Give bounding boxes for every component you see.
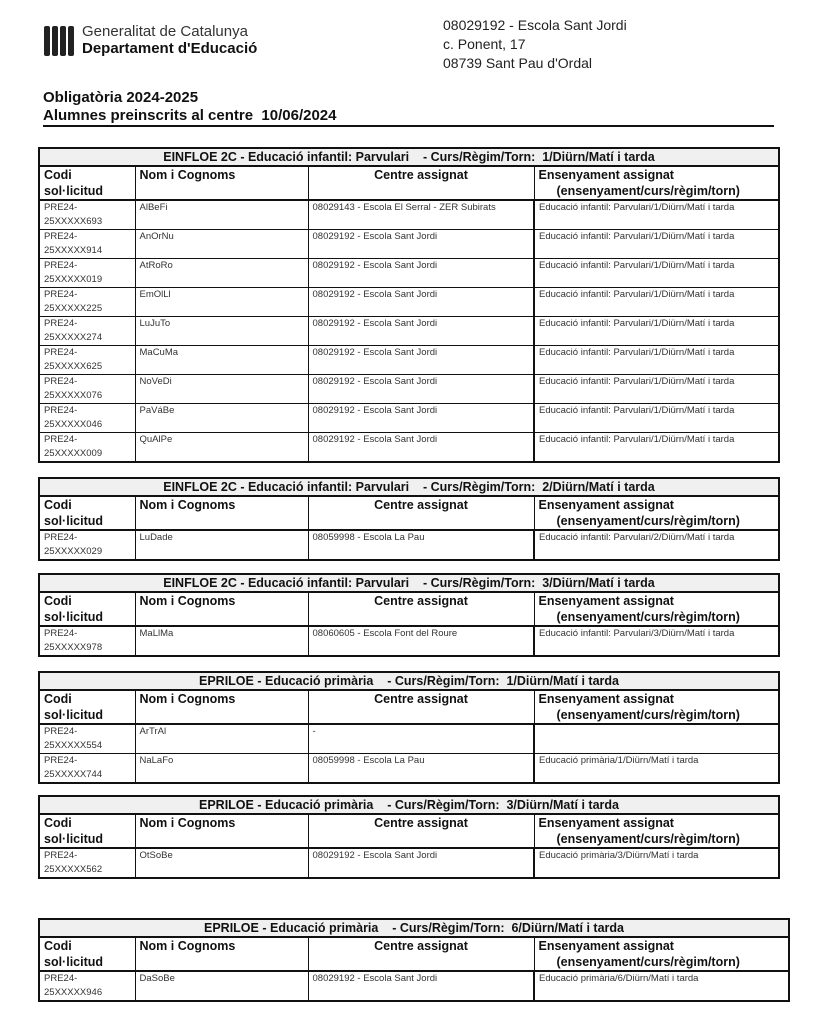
header-text: sol·licitud — [44, 610, 104, 624]
codi-cell — [39, 724, 135, 754]
nom-cell: EmOlLl — [135, 288, 308, 317]
header-text: sol·licitud — [44, 514, 104, 528]
codi-cell — [39, 317, 135, 346]
ensenyament-cell — [534, 724, 779, 754]
header-text: Codi — [44, 168, 72, 182]
header-text: Ensenyament assignat — [538, 692, 674, 706]
table-row — [39, 375, 779, 404]
column-header-centre — [308, 690, 534, 724]
title-year: Obligatòria 2024-2025 — [43, 89, 199, 106]
column-header-codi — [39, 496, 135, 530]
header-text: Centre assignat — [374, 498, 468, 512]
codi-text: 25XXXXX046 — [44, 419, 103, 430]
column-header-centre — [308, 592, 534, 626]
centre-cell: 08029192 - Escola Sant Jordi — [308, 375, 534, 404]
table-row — [39, 754, 779, 784]
header-text: (ensenyament/curs/règim/torn) — [556, 184, 740, 198]
header-text: Ensenyament assignat — [538, 816, 674, 830]
ensenyament-cell: Educació infantil: Parvulari/2/Diürn/Matí i tarda — [534, 530, 779, 560]
table-caption — [39, 478, 779, 496]
enrollment-table — [38, 573, 780, 657]
table-row — [39, 971, 789, 1001]
codi-cell — [39, 404, 135, 433]
header-text: sol·licitud — [44, 184, 104, 198]
nom-cell: MaLlMa — [135, 626, 308, 656]
codi-text: PRE24- — [44, 376, 78, 387]
codi-text: 25XXXXX009 — [44, 448, 103, 459]
codi-text: PRE24- — [44, 318, 78, 329]
column-header-centre — [308, 937, 534, 971]
centre-cell: 08029143 - Escola El Serral - ZER Subirats — [308, 200, 534, 230]
table-row — [39, 200, 779, 230]
enrollment-table — [38, 795, 780, 879]
department-name: Departament d'Educació — [82, 40, 258, 57]
codi-cell — [39, 200, 135, 230]
header-text: Nom i Cognoms — [139, 692, 236, 706]
header-text: Codi — [44, 939, 72, 953]
column-header-centre — [308, 814, 534, 848]
header-text: Centre assignat — [374, 816, 468, 830]
header-text: Centre assignat — [374, 168, 468, 182]
header-text: Centre assignat — [374, 692, 468, 706]
codi-cell — [39, 626, 135, 656]
header-text: Codi — [44, 692, 72, 706]
nom-cell: LuDade — [135, 530, 308, 560]
header-text: Codi — [44, 594, 72, 608]
table-header-row — [39, 814, 779, 848]
codi-text: 25XXXXX744 — [44, 769, 103, 780]
codi-cell — [39, 230, 135, 259]
table-row — [39, 724, 779, 754]
codi-text: 25XXXXX693 — [44, 216, 103, 227]
table-caption — [39, 796, 779, 814]
codi-text: 25XXXXX625 — [44, 361, 103, 372]
ensenyament-cell: Educació infantil: Parvulari/1/Diürn/Matí i tarda — [534, 200, 779, 230]
caption-text: EINFLOE 2C - Educació infantil: Parvulari - Curs/Règim/Torn: 2/Diürn/Matí i tarda — [163, 480, 655, 494]
codi-text: PRE24- — [44, 347, 78, 358]
codi-cell — [39, 259, 135, 288]
nom-cell: AlBeFi — [135, 200, 308, 230]
table-header-row — [39, 166, 779, 200]
centre-cell: 08029192 - Escola Sant Jordi — [308, 848, 534, 878]
header-text: Nom i Cognoms — [139, 816, 236, 830]
header-text: (ensenyament/curs/règim/torn) — [556, 708, 740, 722]
column-header-ensenyament — [534, 166, 779, 200]
header-text: Ensenyament assignat — [538, 168, 674, 182]
ensenyament-cell: Educació primària/6/Diürn/Matí i tarda — [534, 971, 789, 1001]
column-header-ensenyament — [534, 937, 789, 971]
ensenyament-cell: Educació infantil: Parvulari/1/Diürn/Matí i tarda — [534, 346, 779, 375]
header-text: Ensenyament assignat — [538, 498, 674, 512]
codi-cell — [39, 848, 135, 878]
column-header-nom — [135, 937, 308, 971]
codi-text: 25XXXXX562 — [44, 864, 103, 875]
table-row — [39, 433, 779, 463]
enrollment-table — [38, 671, 780, 784]
codi-text: 25XXXXX029 — [44, 546, 103, 557]
centre-cell: 08029192 - Escola Sant Jordi — [308, 230, 534, 259]
column-header-ensenyament — [534, 496, 779, 530]
table-header-row — [39, 496, 779, 530]
column-header-nom — [135, 496, 308, 530]
codi-cell — [39, 971, 135, 1001]
codi-text: PRE24- — [44, 973, 78, 984]
nom-cell: AtRoRo — [135, 259, 308, 288]
table-caption — [39, 148, 779, 166]
codi-text: PRE24- — [44, 532, 78, 543]
nom-cell: MaCuMa — [135, 346, 308, 375]
ensenyament-cell: Educació primària/3/Diürn/Matí i tarda — [534, 848, 779, 878]
centre-cell: 08059998 - Escola La Pau — [308, 754, 534, 784]
table-row — [39, 259, 779, 288]
nom-cell: ArTrAl — [135, 724, 308, 754]
codi-cell — [39, 375, 135, 404]
nom-cell: PaVáBe — [135, 404, 308, 433]
centre-cell: - — [308, 724, 534, 754]
nom-cell: DaSoBe — [135, 971, 308, 1001]
centre-cell: 08029192 - Escola Sant Jordi — [308, 259, 534, 288]
table-row — [39, 404, 779, 433]
codi-text: PRE24- — [44, 850, 78, 861]
enrollment-table — [38, 477, 780, 561]
department-logo — [44, 24, 257, 57]
column-header-nom — [135, 166, 308, 200]
table-caption — [39, 919, 789, 937]
header-text: Centre assignat — [374, 939, 468, 953]
column-header-centre — [308, 166, 534, 200]
header-text: Codi — [44, 816, 72, 830]
nom-cell: OtSoBe — [135, 848, 308, 878]
centre-cell: 08060605 - Escola Font del Roure — [308, 626, 534, 656]
column-header-nom — [135, 814, 308, 848]
table-row — [39, 848, 779, 878]
table-row — [39, 230, 779, 259]
codi-cell — [39, 754, 135, 784]
table-caption — [39, 574, 779, 592]
header-text: (ensenyament/curs/règim/torn) — [556, 955, 740, 969]
nom-cell: LuJuTo — [135, 317, 308, 346]
ensenyament-cell: Educació infantil: Parvulari/1/Diürn/Matí i tarda — [534, 288, 779, 317]
address-line: c. Ponent, 17 — [443, 36, 526, 52]
codi-text: PRE24- — [44, 289, 78, 300]
column-header-ensenyament — [534, 592, 779, 626]
ensenyament-cell: Educació infantil: Parvulari/1/Diürn/Matí i tarda — [534, 404, 779, 433]
header-text: Nom i Cognoms — [139, 168, 236, 182]
table-row — [39, 626, 779, 656]
caption-text: EINFLOE 2C - Educació infantil: Parvulari - Curs/Règim/Torn: 3/Diürn/Matí i tarda — [163, 576, 655, 590]
generalitat-emblem-icon — [44, 26, 74, 56]
header-text: Ensenyament assignat — [538, 594, 674, 608]
column-header-codi — [39, 166, 135, 200]
codi-text: PRE24- — [44, 434, 78, 445]
table-row — [39, 288, 779, 317]
codi-text: PRE24- — [44, 202, 78, 213]
header-text: sol·licitud — [44, 708, 104, 722]
header-text: Nom i Cognoms — [139, 594, 236, 608]
centre-cell: 08029192 - Escola Sant Jordi — [308, 971, 534, 1001]
codi-cell — [39, 346, 135, 375]
header-text: Nom i Cognoms — [139, 498, 236, 512]
ensenyament-cell: Educació infantil: Parvulari/1/Diürn/Matí i tarda — [534, 375, 779, 404]
column-header-centre — [308, 496, 534, 530]
header-text: (ensenyament/curs/règim/torn) — [556, 514, 740, 528]
codi-text: 25XXXXX978 — [44, 642, 103, 653]
codi-text: PRE24- — [44, 726, 78, 737]
header-text: Centre assignat — [374, 594, 468, 608]
centre-cell: 08029192 - Escola Sant Jordi — [308, 433, 534, 463]
table-header-row — [39, 937, 789, 971]
header-text: sol·licitud — [44, 832, 104, 846]
centre-cell: 08029192 - Escola Sant Jordi — [308, 288, 534, 317]
codi-cell — [39, 288, 135, 317]
column-header-codi — [39, 690, 135, 724]
document-title — [43, 89, 337, 125]
table-row — [39, 346, 779, 375]
column-header-codi — [39, 937, 135, 971]
codi-text: PRE24- — [44, 755, 78, 766]
ensenyament-cell: Educació primària/1/Diürn/Matí i tarda — [534, 754, 779, 784]
ensenyament-cell: Educació infantil: Parvulari/3/Diürn/Matí i tarda — [534, 626, 779, 656]
caption-text: EPRILOE - Educació primària - Curs/Règim/Torn: 1/Diürn/Matí i tarda — [199, 674, 619, 688]
caption-text: EINFLOE 2C - Educació infantil: Parvulari - Curs/Règim/Torn: 1/Diürn/Matí i tarda — [163, 150, 655, 164]
header-text: sol·licitud — [44, 955, 104, 969]
codi-text: PRE24- — [44, 628, 78, 639]
school-address — [443, 16, 627, 73]
centre-cell: 08029192 - Escola Sant Jordi — [308, 346, 534, 375]
ensenyament-cell: Educació infantil: Parvulari/1/Diürn/Matí i tarda — [534, 259, 779, 288]
codi-cell — [39, 530, 135, 560]
centre-cell: 08029192 - Escola Sant Jordi — [308, 404, 534, 433]
header-text: Codi — [44, 498, 72, 512]
table-row — [39, 317, 779, 346]
codi-cell — [39, 433, 135, 463]
nom-cell: AnOrNu — [135, 230, 308, 259]
caption-text: EPRILOE - Educació primària - Curs/Règim/Torn: 3/Diürn/Matí i tarda — [199, 798, 619, 812]
header-text: Ensenyament assignat — [538, 939, 674, 953]
codi-text: 25XXXXX914 — [44, 245, 103, 256]
ensenyament-cell: Educació infantil: Parvulari/1/Diürn/Matí i tarda — [534, 433, 779, 463]
nom-cell: NaLaFo — [135, 754, 308, 784]
nom-cell: NoVeDi — [135, 375, 308, 404]
header-text: Nom i Cognoms — [139, 939, 236, 953]
codi-text: PRE24- — [44, 260, 78, 271]
table-row — [39, 530, 779, 560]
codi-text: PRE24- — [44, 231, 78, 242]
codi-text: 25XXXXX019 — [44, 274, 103, 285]
centre-cell: 08059998 - Escola La Pau — [308, 530, 534, 560]
column-header-ensenyament — [534, 814, 779, 848]
codi-text: 25XXXXX946 — [44, 987, 103, 998]
codi-text: 25XXXXX225 — [44, 303, 103, 314]
enrollment-table — [38, 147, 780, 463]
caption-text: EPRILOE - Educació primària - Curs/Règim/Torn: 6/Diürn/Matí i tarda — [204, 921, 624, 935]
address-line: 08029192 - Escola Sant Jordi — [443, 17, 627, 33]
column-header-codi — [39, 592, 135, 626]
column-header-ensenyament — [534, 690, 779, 724]
title-subtitle: Alumnes preinscrits al centre 10/06/2024 — [43, 107, 337, 124]
column-header-nom — [135, 690, 308, 724]
nom-cell: QuAlPe — [135, 433, 308, 463]
column-header-codi — [39, 814, 135, 848]
codi-text: 25XXXXX274 — [44, 332, 103, 343]
codi-text: 25XXXXX554 — [44, 740, 103, 751]
ensenyament-cell: Educació infantil: Parvulari/1/Diürn/Matí i tarda — [534, 317, 779, 346]
centre-cell: 08029192 - Escola Sant Jordi — [308, 317, 534, 346]
address-line: 08739 Sant Pau d'Ordal — [443, 55, 593, 71]
header-text: (ensenyament/curs/règim/torn) — [556, 610, 740, 624]
codi-text: 25XXXXX076 — [44, 390, 103, 401]
header-text: (ensenyament/curs/règim/torn) — [556, 832, 740, 846]
org-name: Generalitat de Catalunya — [82, 23, 248, 40]
enrollment-table — [38, 918, 790, 1002]
table-header-row — [39, 592, 779, 626]
ensenyament-cell: Educació infantil: Parvulari/1/Diürn/Matí i tarda — [534, 230, 779, 259]
title-divider — [43, 125, 774, 127]
codi-text: PRE24- — [44, 405, 78, 416]
table-caption — [39, 672, 779, 690]
column-header-nom — [135, 592, 308, 626]
table-header-row — [39, 690, 779, 724]
